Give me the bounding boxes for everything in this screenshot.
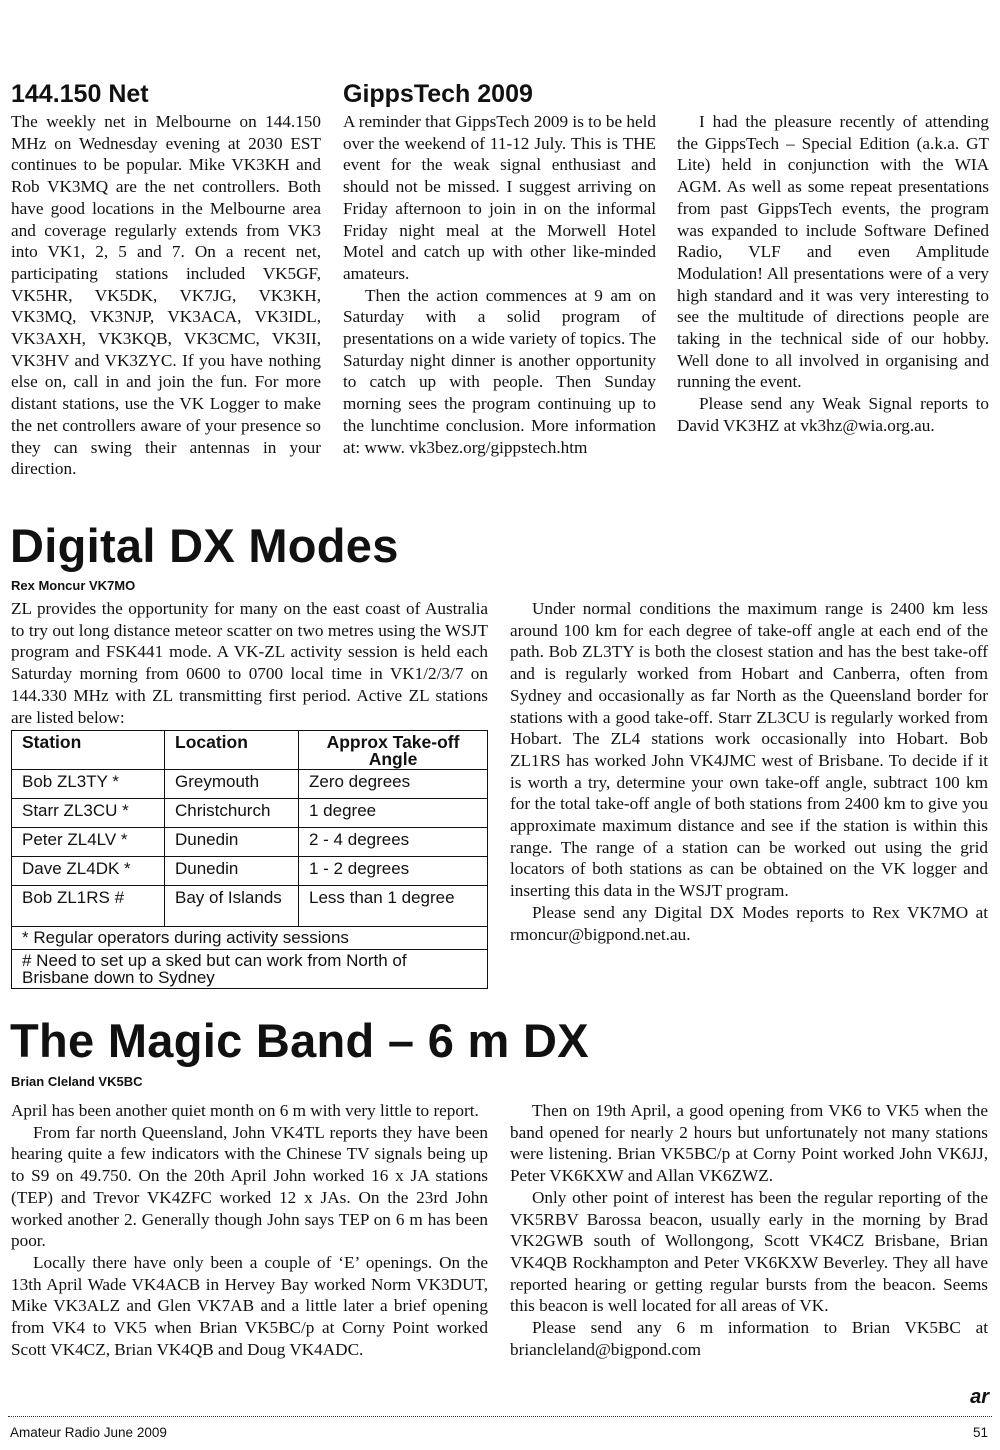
page-number: 51: [972, 1425, 988, 1440]
gippstech-paragraph-4: Please send any Weak Signal reports to David VK3HZ at vk3hz@wia.org.au.: [677, 394, 989, 435]
station-cell: Dave ZL4DK *: [12, 857, 165, 886]
zl-stations-table: [11, 730, 488, 989]
footer-publication: Amateur Radio June 2009: [10, 1425, 167, 1440]
station-cell: Bob ZL3TY *: [12, 770, 165, 799]
footer-rule: [8, 1416, 992, 1417]
digital-paragraph-3: Please send any Digital DX Modes reports to Rex VK7MO at rmoncur@bigpond.net.au.: [510, 902, 988, 944]
table-note-regular: * Regular operators during activity sessions: [12, 927, 488, 950]
table-header-angle: Approx Take-off Angle: [299, 731, 488, 770]
location-cell: Dunedin: [165, 857, 299, 886]
gippstech-column: [343, 80, 656, 458]
gippstech-heading: GippsTech 2009: [343, 80, 533, 108]
gippstech-paragraph-1: A reminder that GippsTech 2009 is to be held over the weekend of 11-12 July. This is THE event for the weak signal enthusiast and should not be missed. I suggest arriving on Friday afternoon to join in on the informal Friday night meal at the Morwell Hotel Motel and catch up with other like-minded amateurs.: [343, 112, 656, 283]
table-row: [12, 828, 488, 857]
digital-paragraph-2: Under normal conditions the maximum range is 2400 km less around 100 km for each degree of take-off angle at each end of the path. Bob ZL3TY is both the closest station and has the best take-off and is regularly worked from Hobart and Canberra, often from Sydney and occasionally as far North as the Queensland border for stations with a good take-off. Starr ZL3CU is regularly worked from Hobart. The ZL4 stations work occasionally into Hobart. Bob ZL1RS has worked John VK4JMC west of Brisbane. To decide if it is worth a try, determine your own take-off angle, subtract 100 km for the total take-off angle of both stations from 2400 km to give you approximate maximum distance and see if the station is within this range. The range of a station can be worked out using the grid locators of both stations as can be obtained on the VK logger and inserting this data in the WSJT program.: [510, 599, 988, 901]
location-cell: Bay of Islands: [165, 886, 299, 927]
magic-paragraph-5: Only other point of interest has been the regular reporting of the VK5RBV Barossa beacon, usually early in the morning by Brad VK2GWB south of Wollongong, Scott VK4CZ Brisbane, Brian VK4QB Rockhampton and Peter VK6KXW Beverley. They all have reported hearing or getting regular bursts from the beacon. Seems this beacon is well located for all areas of VK.: [510, 1187, 988, 1316]
magic-paragraph-2: From far north Queensland, John VK4TL reports they have been hearing quite a few indicators with the Chinese TV signals being up to S9 on 49.750. On the 20th April John worked 16 x JA stations (TEP) and Trevor VK4ZFC worked 12 x JAs. On the 23rd John worked another 2. Generally though John says TEP on 6 m has been poor.: [11, 1122, 488, 1251]
angle-cell: Zero degrees: [299, 770, 488, 799]
magic-paragraph-6: Please send any 6 m information to Brian VK5BC at briancleland@bigpond.com: [510, 1318, 988, 1359]
digital-left-column: [11, 598, 488, 989]
end-mark: ar: [970, 1386, 989, 1408]
table-note-sked: # Need to set up a sked but can work from North of Brisbane down to Sydney: [12, 950, 488, 989]
angle-cell: Less than 1 degree: [299, 886, 488, 927]
angle-cell: 1 degree: [299, 799, 488, 828]
magic-band-author: Brian Cleland VK5BC: [11, 1074, 143, 1089]
location-cell: Dunedin: [165, 828, 299, 857]
magic-paragraph-4: Then on 19th April, a good opening from VK6 to VK5 when the band opened for nearly 2 hours but unfortunately not many stations were listening. Brian VK5BC/p at Corny Point worked John VK6JJ, Peter VK6KXW and Allan VK6ZWZ.: [510, 1101, 988, 1186]
table-header-row: [12, 731, 488, 770]
digital-author: Rex Moncur VK7MO: [11, 578, 136, 593]
angle-cell: 1 - 2 degrees: [299, 857, 488, 886]
location-cell: Christchurch: [165, 799, 299, 828]
table-row: [12, 799, 488, 828]
digital-heading: Digital DX Modes: [10, 519, 399, 572]
location-cell: Greymouth: [165, 770, 299, 799]
station-cell: Peter ZL4LV *: [12, 828, 165, 857]
table-row: [12, 770, 488, 799]
magic-band-heading: The Magic Band – 6 m DX: [10, 1014, 589, 1067]
table-note-row: [12, 950, 488, 989]
net-column: [11, 80, 321, 480]
magic-right-column: [510, 1100, 988, 1360]
net-body: The weekly net in Melbourne on 144.150 MHz on Wednesday evening at 2030 EST continues to be popular. Mike VK3KH and Rob VK3MQ are the net controllers. Both have good locations in the Melbourne area and coverage regularly extends from VK3 into VK1, 2, 5 and 7. On a recent net, participating stations included VK5GF, VK5HR, VK5DK, VK7JG, VK3KH, VK3MQ, VK3NJP, VK3ACA, VK3IDL, VK3AXH, VK3KQB, VK3CMC, VK3II, VK3HV and VK3ZYC. If you have nothing else on, call in and join the fun. For more distant stations, use the VK Logger to make the net controllers aware of your presence so they can swing their antennas in your direction.: [11, 112, 321, 479]
table-row: [12, 886, 488, 927]
digital-right-column: [510, 598, 988, 945]
table-header-location: Location: [165, 731, 299, 770]
magic-paragraph-3: Locally there have only been a couple of ‘E’ openings. On the 13th April Wade VK4ACB in Hervey Bay worked Norm VK3DUT, Mike VK3ALZ and Glen VK7AB and a little later a brief opening from VK4 to VK5 when Brian VK5BC/p at Corny Point worked Scott VK4CZ, Brian VK4QB and Doug VK4ADC.: [11, 1252, 488, 1359]
table-header-station: Station: [12, 731, 165, 770]
angle-cell: 2 - 4 degrees: [299, 828, 488, 857]
gippstech-paragraph-2: Then the action commences at 9 am on Saturday with a solid program of presentations on a wide variety of topics. The Saturday night dinner is another opportunity to catch up with people. Then Sunday morning sees the program continuing up to the lunchtime conclusion. More information at: www. vk3bez.org/gippstech.htm: [343, 285, 656, 457]
magic-left-column: [11, 1100, 488, 1360]
table-note-row: [12, 927, 488, 950]
digital-paragraph-1: ZL provides the opportunity for many on the east coast of Australia to try out long distance meteor scatter on two metres using the WSJT program and FSK441 mode. A VK-ZL activity session is held each Saturday morning from 0600 to 0700 local time in VK1/2/3/7 on 144.330 MHz with ZL transmitting first period. Active ZL stations are listed below:: [11, 599, 488, 727]
magic-paragraph-1: April has been another quiet month on 6 m with very little to report.: [11, 1101, 479, 1120]
gippstech-paragraph-3: I had the pleasure recently of attending the GippsTech – Special Edition (a.k.a. GT Lite) held in conjunction with the WIA AGM. As well as some repeat presentations from past GippsTech events, the program was expanded to include Software Defined Radio, VLF and even Amplitude Modulation! All presentations were of a very high standard and it was very interesting to see the multitude of directions people are taking in the technical side of our hobby. Well done to all involved in organising and running the event.: [677, 112, 989, 392]
station-cell: Starr ZL3CU *: [12, 799, 165, 828]
station-cell: Bob ZL1RS #: [12, 886, 165, 927]
net-heading: 144.150 Net: [11, 80, 149, 108]
gippstech-column-continued: [677, 111, 989, 437]
table-row: [12, 857, 488, 886]
